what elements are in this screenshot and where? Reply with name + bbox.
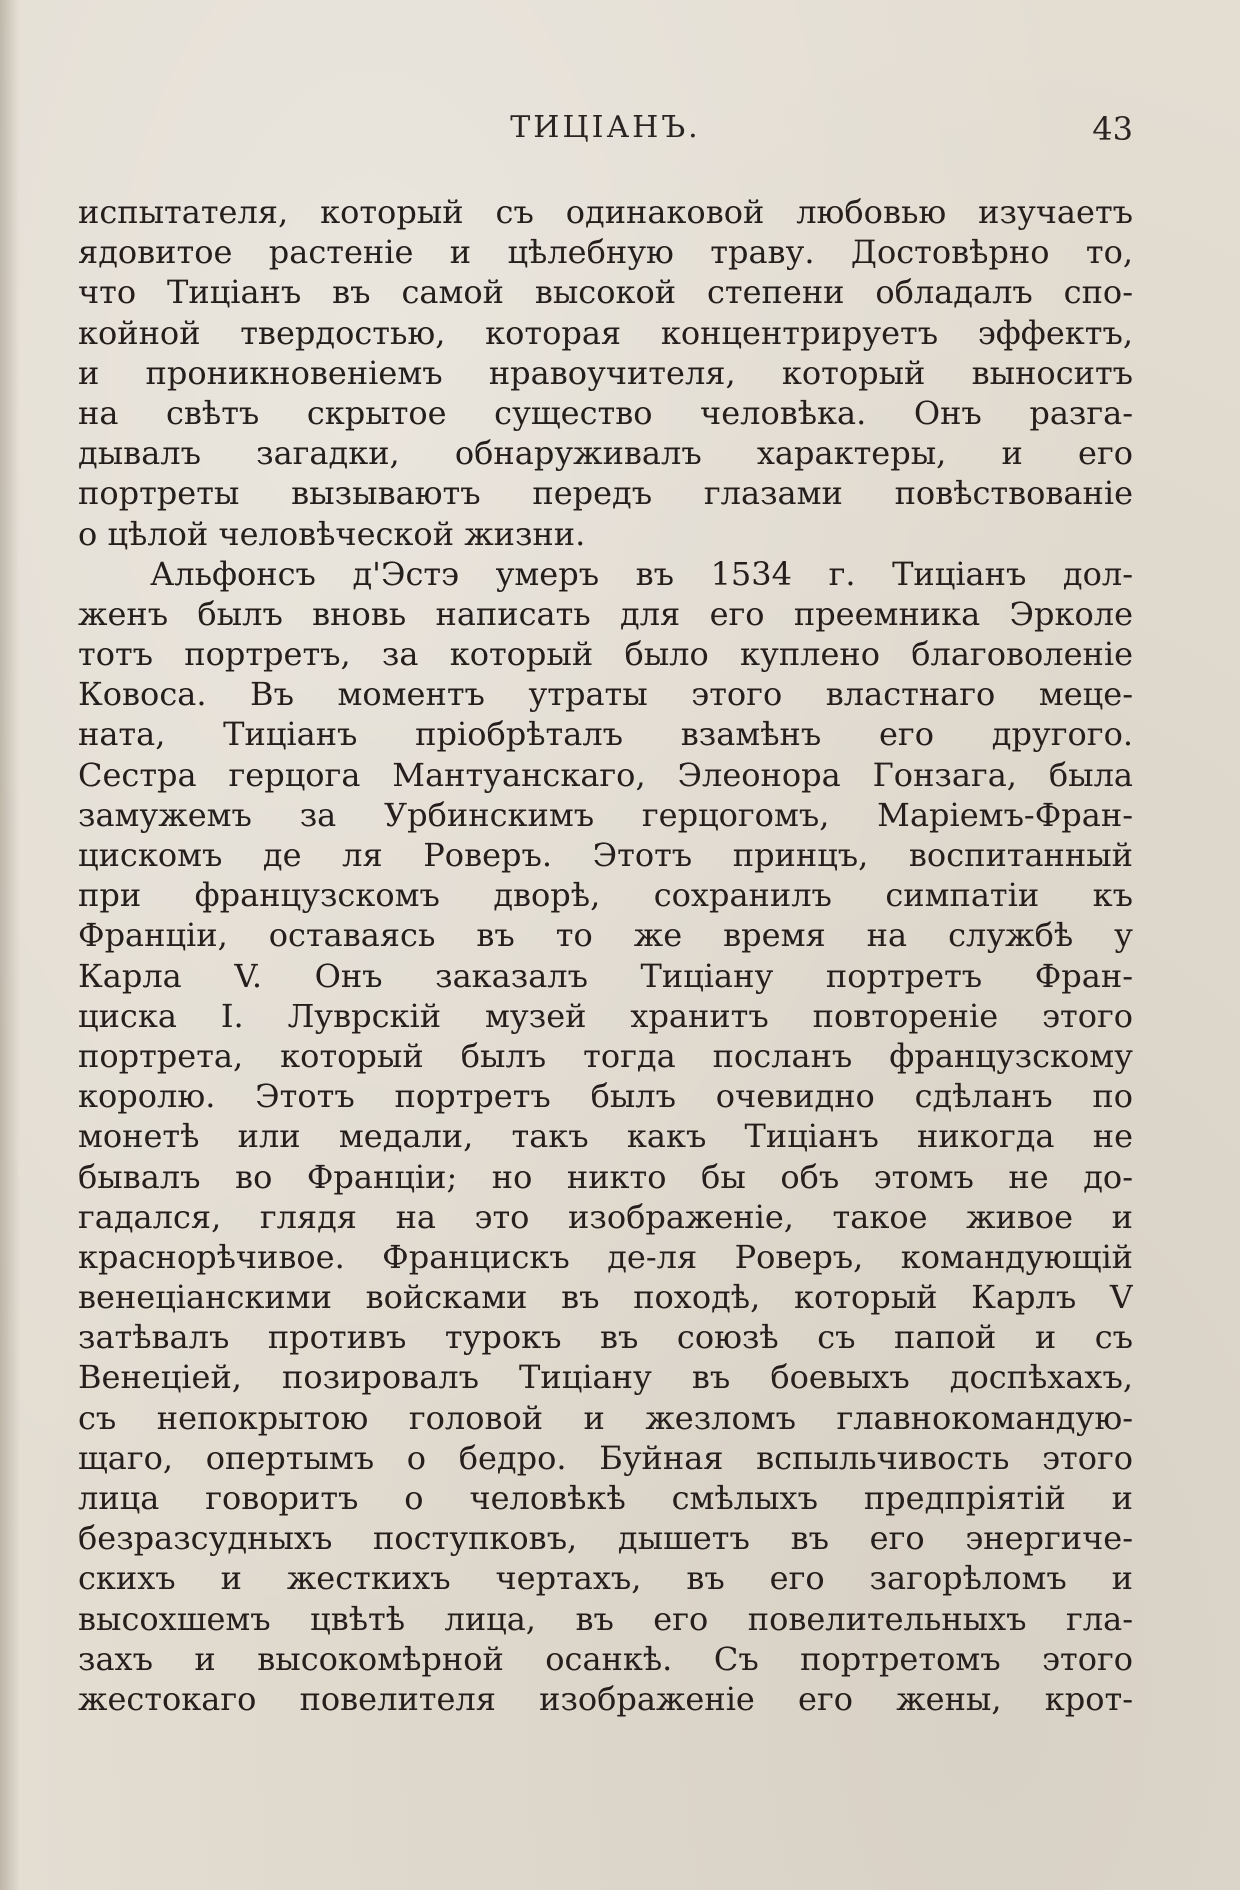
- text-line: койной твердостью, которая концентрируетъ эффектъ,: [78, 313, 1133, 352]
- text-line: о цѣлой человѣческой жизни.: [78, 514, 586, 553]
- page-edge-shadow: [0, 0, 20, 1890]
- text-line: дывалъ загадки, обнаруживалъ характеры, и его: [78, 434, 1133, 473]
- text-line: портрета, который былъ тогда посланъ французскому: [78, 1036, 1133, 1075]
- page-header: [78, 110, 1133, 154]
- page-number: 43: [1092, 110, 1133, 148]
- text-line: замужемъ за Урбинскимъ герцогомъ, Маріемъ-Фран-: [78, 795, 1133, 834]
- text-line: безразсудныхъ поступковъ, дышетъ въ его энергиче-: [78, 1519, 1133, 1558]
- text-line: Ковоса. Въ моментъ утраты этого властнаго мецe-: [78, 675, 1133, 714]
- text-line: высохшемъ цвѣтѣ лица, въ его повелительныхъ гла-: [78, 1599, 1133, 1638]
- text-line: краснорѣчивое. Францискъ де-ля Роверъ, командующій: [78, 1237, 1133, 1276]
- text-line: циска I. Луврскій музей хранитъ повтореніе этого: [78, 996, 1133, 1035]
- text-line: испытателя, который съ одинаковой любовью изучаетъ: [78, 193, 1133, 231]
- text-line: портреты вызываютъ передъ глазами повѣствованіе: [78, 474, 1133, 513]
- running-title: ТИЦІАНЪ.: [510, 110, 701, 145]
- text-line: при французскомъ дворѣ, сохранилъ симпатіи къ: [78, 876, 1133, 915]
- text-line: захъ и высокомѣрной осанкѣ. Съ портретомъ этого: [78, 1639, 1133, 1678]
- text-line: гадался, глядя на это изображеніе, такое живое и: [78, 1197, 1133, 1236]
- text-line: венеціанскими войсками въ походѣ, который Карлъ V: [78, 1278, 1133, 1317]
- text-line: затѣвалъ противъ турокъ въ союзѣ съ папой и съ: [78, 1318, 1133, 1357]
- text-line: скихъ и жесткихъ чертахъ, въ его загорѣломъ и: [78, 1559, 1133, 1598]
- text-line: щаго, опертымъ о бедро. Буйная вспыльчивость этого: [78, 1438, 1133, 1477]
- text-line: Карла V. Онъ заказалъ Тиціану портретъ Фран-: [78, 956, 1133, 995]
- text-line: и проникновеніемъ нравоучителя, который выноситъ: [78, 353, 1133, 392]
- text-line: съ непокрытою головой и жезломъ главнокомандую-: [78, 1398, 1133, 1437]
- text-line: ната, Тиціанъ пріобрѣталъ взамѣнъ его другого.: [78, 715, 1133, 754]
- paragraph-start-line: Альфонсъ д'Эстэ умеръ въ 1534 г. Тиціанъ дол-: [150, 554, 1133, 593]
- text-line: Франціи, оставаясь въ то же время на службѣ у: [78, 916, 1133, 955]
- text-line: женъ былъ вновь написать для его преемника Эрколе: [78, 594, 1133, 633]
- text-line: что Тиціанъ въ самой высокой степени обладалъ спо-: [78, 273, 1133, 312]
- text-line: королю. Этотъ портретъ былъ очевидно сдѣланъ по: [78, 1077, 1133, 1116]
- text-line: тотъ портретъ, за который было куплено благоволеніе: [78, 635, 1133, 674]
- text-line: монетѣ или медали, такъ какъ Тиціанъ никогда не: [78, 1117, 1133, 1156]
- text-line: Венеціей, позировалъ Тиціану въ боевыхъ доспѣхахъ,: [78, 1358, 1133, 1397]
- text-line: цискомъ де ля Роверъ. Этотъ принцъ, воспитанный: [78, 836, 1133, 874]
- text-line: жестокаго повелителя изображеніе его жены, крот-: [78, 1679, 1133, 1718]
- text-line: лица говоритъ о человѣкѣ смѣлыхъ предпріятій и: [78, 1479, 1133, 1517]
- text-line: на свѣтъ скрытое существо человѣка. Онъ разга-: [78, 393, 1133, 432]
- text-line: бывалъ во Франціи; но никто бы объ этомъ не до-: [78, 1157, 1133, 1196]
- text-line: ядовитое растеніе и цѣлебную траву. Достовѣрно то,: [78, 233, 1133, 272]
- body-text: [78, 192, 1133, 1719]
- text-line: Сестра герцога Мантуанскаго, Элеонора Гонзага, была: [78, 755, 1133, 794]
